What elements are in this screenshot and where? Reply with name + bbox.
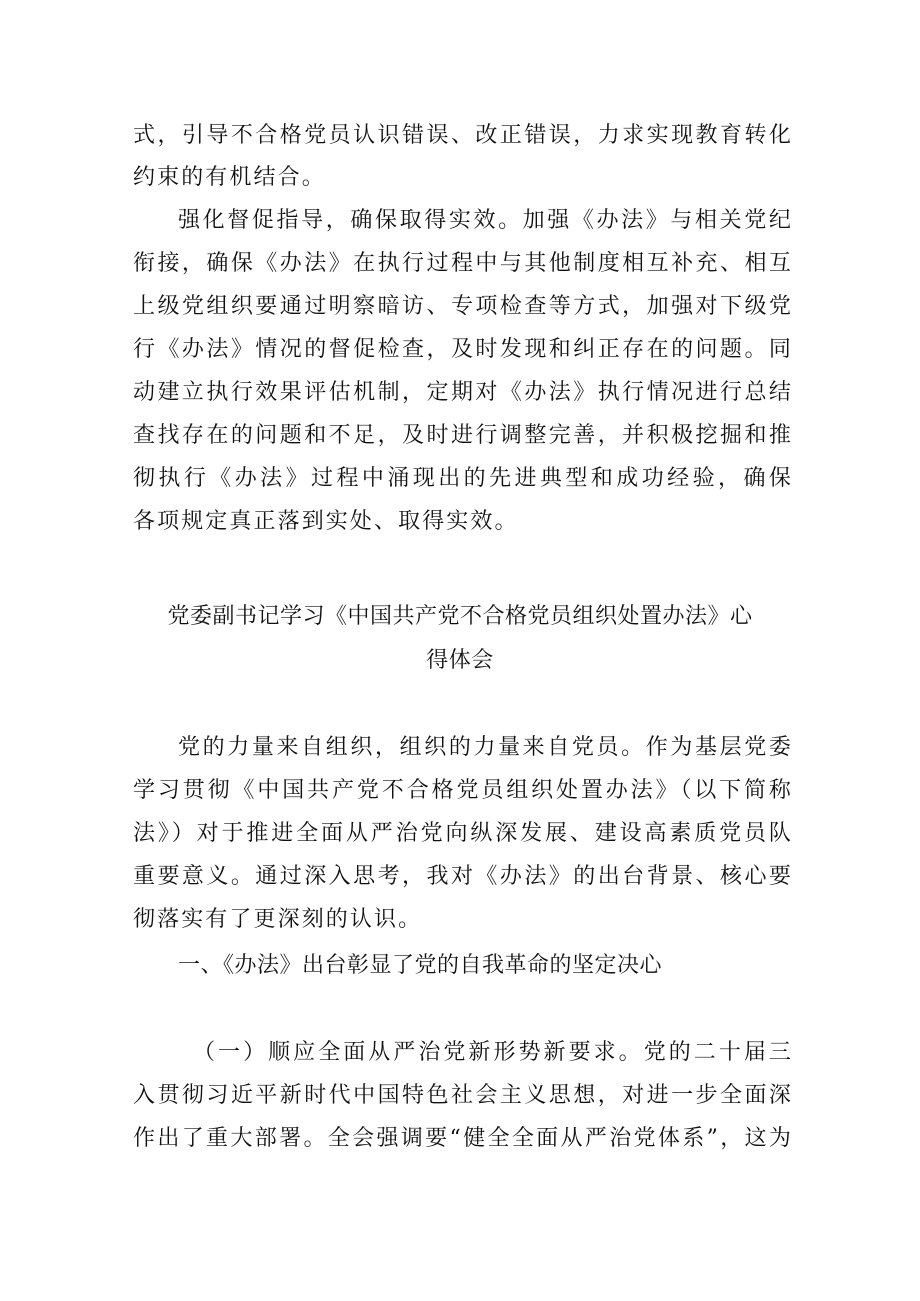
para2-line-1: 强化督促指导，确保取得实效。加强《办法》与相关党纪 (178, 208, 793, 233)
para4-line-1: （一）顺应全面从严治党新形势新要求。党的二十届三 (193, 1040, 793, 1065)
section-heading-1: 一、《办法》出台彰显了党的自我革命的坚定决心 (178, 953, 663, 978)
para3-line-3: 法》）对于推进全面从严治党向纵深发展、建设高素质党员队 (133, 821, 793, 846)
para2-line-6: 查找存在的问题和不足，及时进行调整完善，并积极挖掘和推 (133, 423, 793, 448)
para3-line-5: 彻落实有了更深刻的认识。 (133, 907, 423, 932)
para2-line-4: 行《办法》情况的督促检查，及时发现和纠正存在的问题。同 (133, 337, 793, 362)
para2-line-2: 衔接，确保《办法》在执行过程中与其他制度相互补充、相互 (133, 251, 793, 276)
para2-line-5: 动建立执行效果评估机制，定期对《办法》执行情况进行总结 (133, 380, 793, 405)
para4-line-3: 作出了重大部署。全会强调要“健全全面从严治党体系”，这为 (133, 1126, 793, 1151)
para3-line-4: 重要意义。通过深入思考，我对《办法》的出台背景、核心要 (133, 864, 793, 889)
para3-line-1: 党的力量来自组织，组织的力量来自党员。作为基层党委 (178, 735, 793, 760)
para3-line-2: 学习贯彻《中国共产党不合格党员组织处置办法》（以下简称 (133, 778, 793, 803)
para2-line-3: 上级党组织要通过明察暗访、专项检查等方式，加强对下级党 (133, 294, 793, 319)
para2-line-7: 彻执行《办法》过程中涌现出的先进典型和成功经验，确保 (133, 466, 793, 491)
article-title-line-2: 得体会 (426, 648, 494, 673)
para2-line-8: 各项规定真正落到实处、取得实效。 (133, 509, 519, 534)
article-title-line-1: 党委副书记学习《中国共产党不合格党员组织处置办法》心 (167, 604, 753, 629)
para1-line-1: 式，引导不合格党员认识错误、改正错误，力求实现教育转化 (133, 123, 793, 148)
para1-line-2: 约束的有机结合。 (133, 165, 326, 190)
para4-line-2: 入贯彻习近平新时代中国特色社会主义思想，对进一步全面深 (133, 1083, 793, 1108)
